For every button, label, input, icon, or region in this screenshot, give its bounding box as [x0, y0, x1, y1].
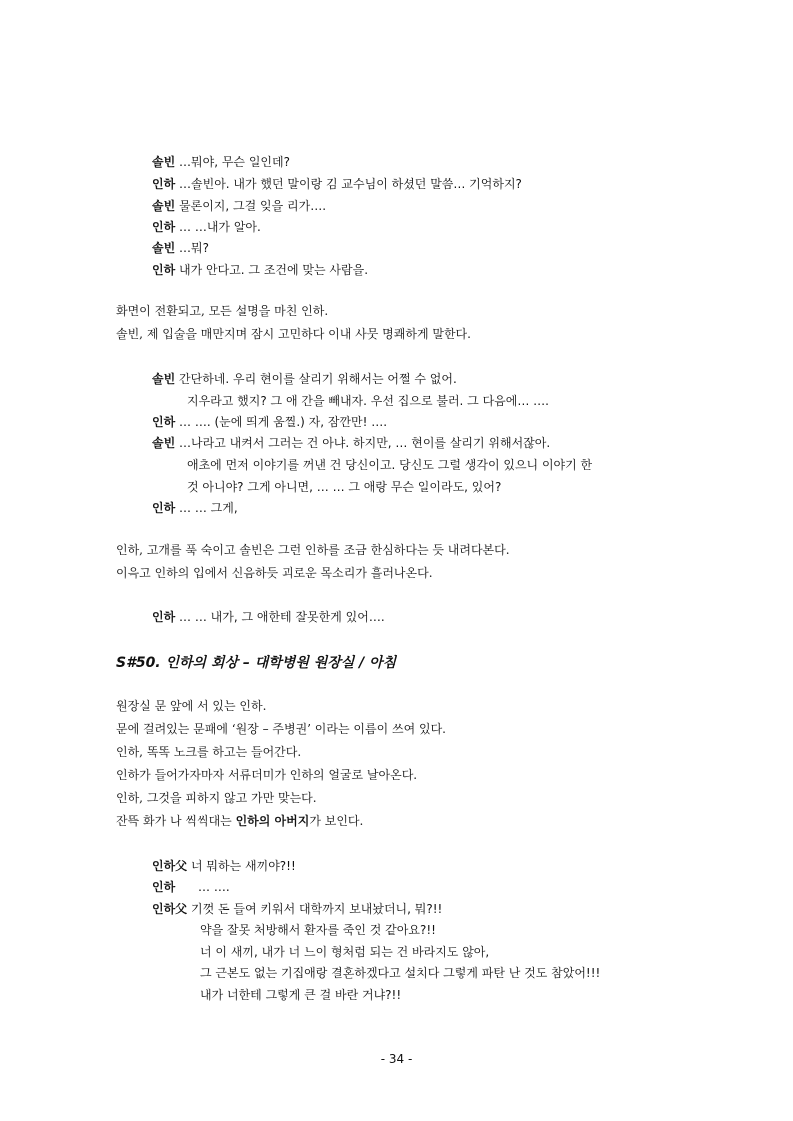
dialogue-text: 너 뭐하는 새끼야?!!	[191, 859, 296, 873]
narration-line: 원장실 문 앞에 서 있는 인하.	[116, 699, 267, 713]
narration-line: 이윽고 인하의 입에서 신음하듯 괴로운 목소리가 흘러나온다.	[116, 566, 433, 580]
speaker-name: 인하	[152, 880, 176, 894]
dialogue-text: …솔빈아. 내가 했던 말이랑 김 교수님이 하셨던 말씀… 기억하지?	[179, 177, 522, 191]
dialogue-line	[152, 219, 261, 235]
narration-line: 인하, 그것을 피하지 않고 가만 맞는다.	[116, 791, 317, 805]
dialogue-line	[152, 154, 290, 170]
narration-line: 인하가 들어가자마자 서류더미가 인하의 얼굴로 날아온다.	[116, 768, 418, 782]
dialogue-text: …나라고 내켜서 그러는 건 아냐. 하지만, … 현이를 살리기 위해서잖아.	[179, 436, 551, 450]
speaker-name: 솔빈	[152, 372, 176, 386]
dialogue-continuation: 애초에 먼저 이야기를 꺼낸 건 당신이고. 당신도 그럴 생각이 있으니 이야기 한	[187, 458, 593, 472]
dialogue-text: …뭐야, 무슨 일인데?	[179, 155, 290, 169]
narration-line: 인하, 고개를 푹 숙이고 솔빈은 그런 인하를 조금 한심하다는 듯 내려다본다.	[116, 543, 510, 557]
dialogue-text: … … 내가, 그 애한테 잘못한게 있어….	[179, 610, 385, 624]
narration-line	[116, 813, 363, 829]
page-number: - 34 -	[380, 1052, 413, 1066]
narration-line: 인하, 똑똑 노크를 하고는 들어간다.	[116, 745, 302, 759]
dialogue-continuation: 약을 잘못 처방해서 환자를 죽인 것 같아요?!!	[200, 923, 436, 937]
dialogue-line	[152, 414, 387, 430]
dialogue-text: … …내가 알아.	[179, 220, 261, 234]
dialogue-text: 내가 안다고. 그 조건에 맞는 사람을.	[179, 263, 369, 277]
dialogue-continuation: 내가 너한테 그렇게 큰 걸 바란 거냐?!!	[200, 988, 402, 1002]
dialogue-continuation: 지우라고 했지? 그 애 간을 빼내자. 우선 집으로 불러. 그 다음에… ….	[187, 394, 549, 408]
dialogue-text: … ….	[198, 880, 230, 894]
narration-line: 문에 걸려있는 문패에 ‘원장 – 주병권’ 이라는 이름이 쓰여 있다.	[116, 722, 446, 736]
speaker-name: 솔빈	[152, 199, 176, 213]
dialogue-continuation: 것 아니야? 그게 아니면, … … 그 애랑 무슨 일이라도, 있어?	[187, 480, 502, 494]
narration-line: 솔빈, 제 입술을 매만지며 잠시 고민하다 이내 사뭇 명쾌하게 말한다.	[116, 327, 471, 341]
speaker-name: 솔빈	[152, 155, 176, 169]
dialogue-text: 간단하네. 우리 현이를 살리기 위해서는 어쩔 수 없어.	[179, 372, 457, 386]
dialogue-text: … …. (눈에 띄게 움찔.) 자, 잠깐만! ….	[179, 415, 388, 429]
dialogue-line	[152, 879, 230, 895]
speaker-name: 솔빈	[152, 241, 176, 255]
dialogue-line	[152, 435, 550, 451]
character-emphasis: 인하의 아버지	[235, 814, 310, 828]
speaker-name: 인하	[152, 220, 176, 234]
speaker-name: 인하	[152, 177, 176, 191]
speaker-name: 인하父	[152, 902, 188, 916]
dialogue-line	[152, 858, 296, 874]
speaker-name: 인하	[152, 501, 176, 515]
dialogue-text: …뭐?	[179, 241, 209, 255]
scene-heading: S#50. 인하의 회상 – 대학병원 원장실 / 아침	[116, 655, 397, 671]
dialogue-line	[152, 901, 442, 917]
dialogue-continuation: 너 이 새끼, 내가 너 느이 형처럼 되는 건 바라지도 않아,	[200, 945, 490, 959]
dialogue-line	[152, 500, 238, 516]
speaker-name: 솔빈	[152, 436, 176, 450]
dialogue-text: 기껏 돈 들여 키워서 대학까지 보내놨더니, 뭐?!!	[191, 902, 443, 916]
speaker-name: 인하父	[152, 859, 188, 873]
speaker-name: 인하	[152, 415, 176, 429]
dialogue-continuation: 그 근본도 없는 기집애랑 결혼하겠다고 설치다 그렇게 파탄 난 것도 참았어!!!	[200, 966, 601, 980]
dialogue-line	[152, 198, 326, 214]
narration-text: 가 보인다.	[309, 814, 364, 828]
narration-text: 잔뜩 화가 나 씩씩대는	[116, 814, 236, 828]
dialogue-text: … … 그게,	[179, 501, 238, 515]
dialogue-line	[152, 371, 457, 387]
dialogue-line	[152, 609, 385, 625]
dialogue-text: 물론이지, 그걸 잊을 리가….	[179, 199, 327, 213]
narration-line: 화면이 전환되고, 모든 설명을 마친 인하.	[116, 304, 329, 318]
speaker-name: 인하	[152, 610, 176, 624]
dialogue-line	[152, 240, 209, 256]
dialogue-line	[152, 176, 522, 192]
speaker-name: 인하	[152, 263, 176, 277]
dialogue-line	[152, 262, 368, 278]
